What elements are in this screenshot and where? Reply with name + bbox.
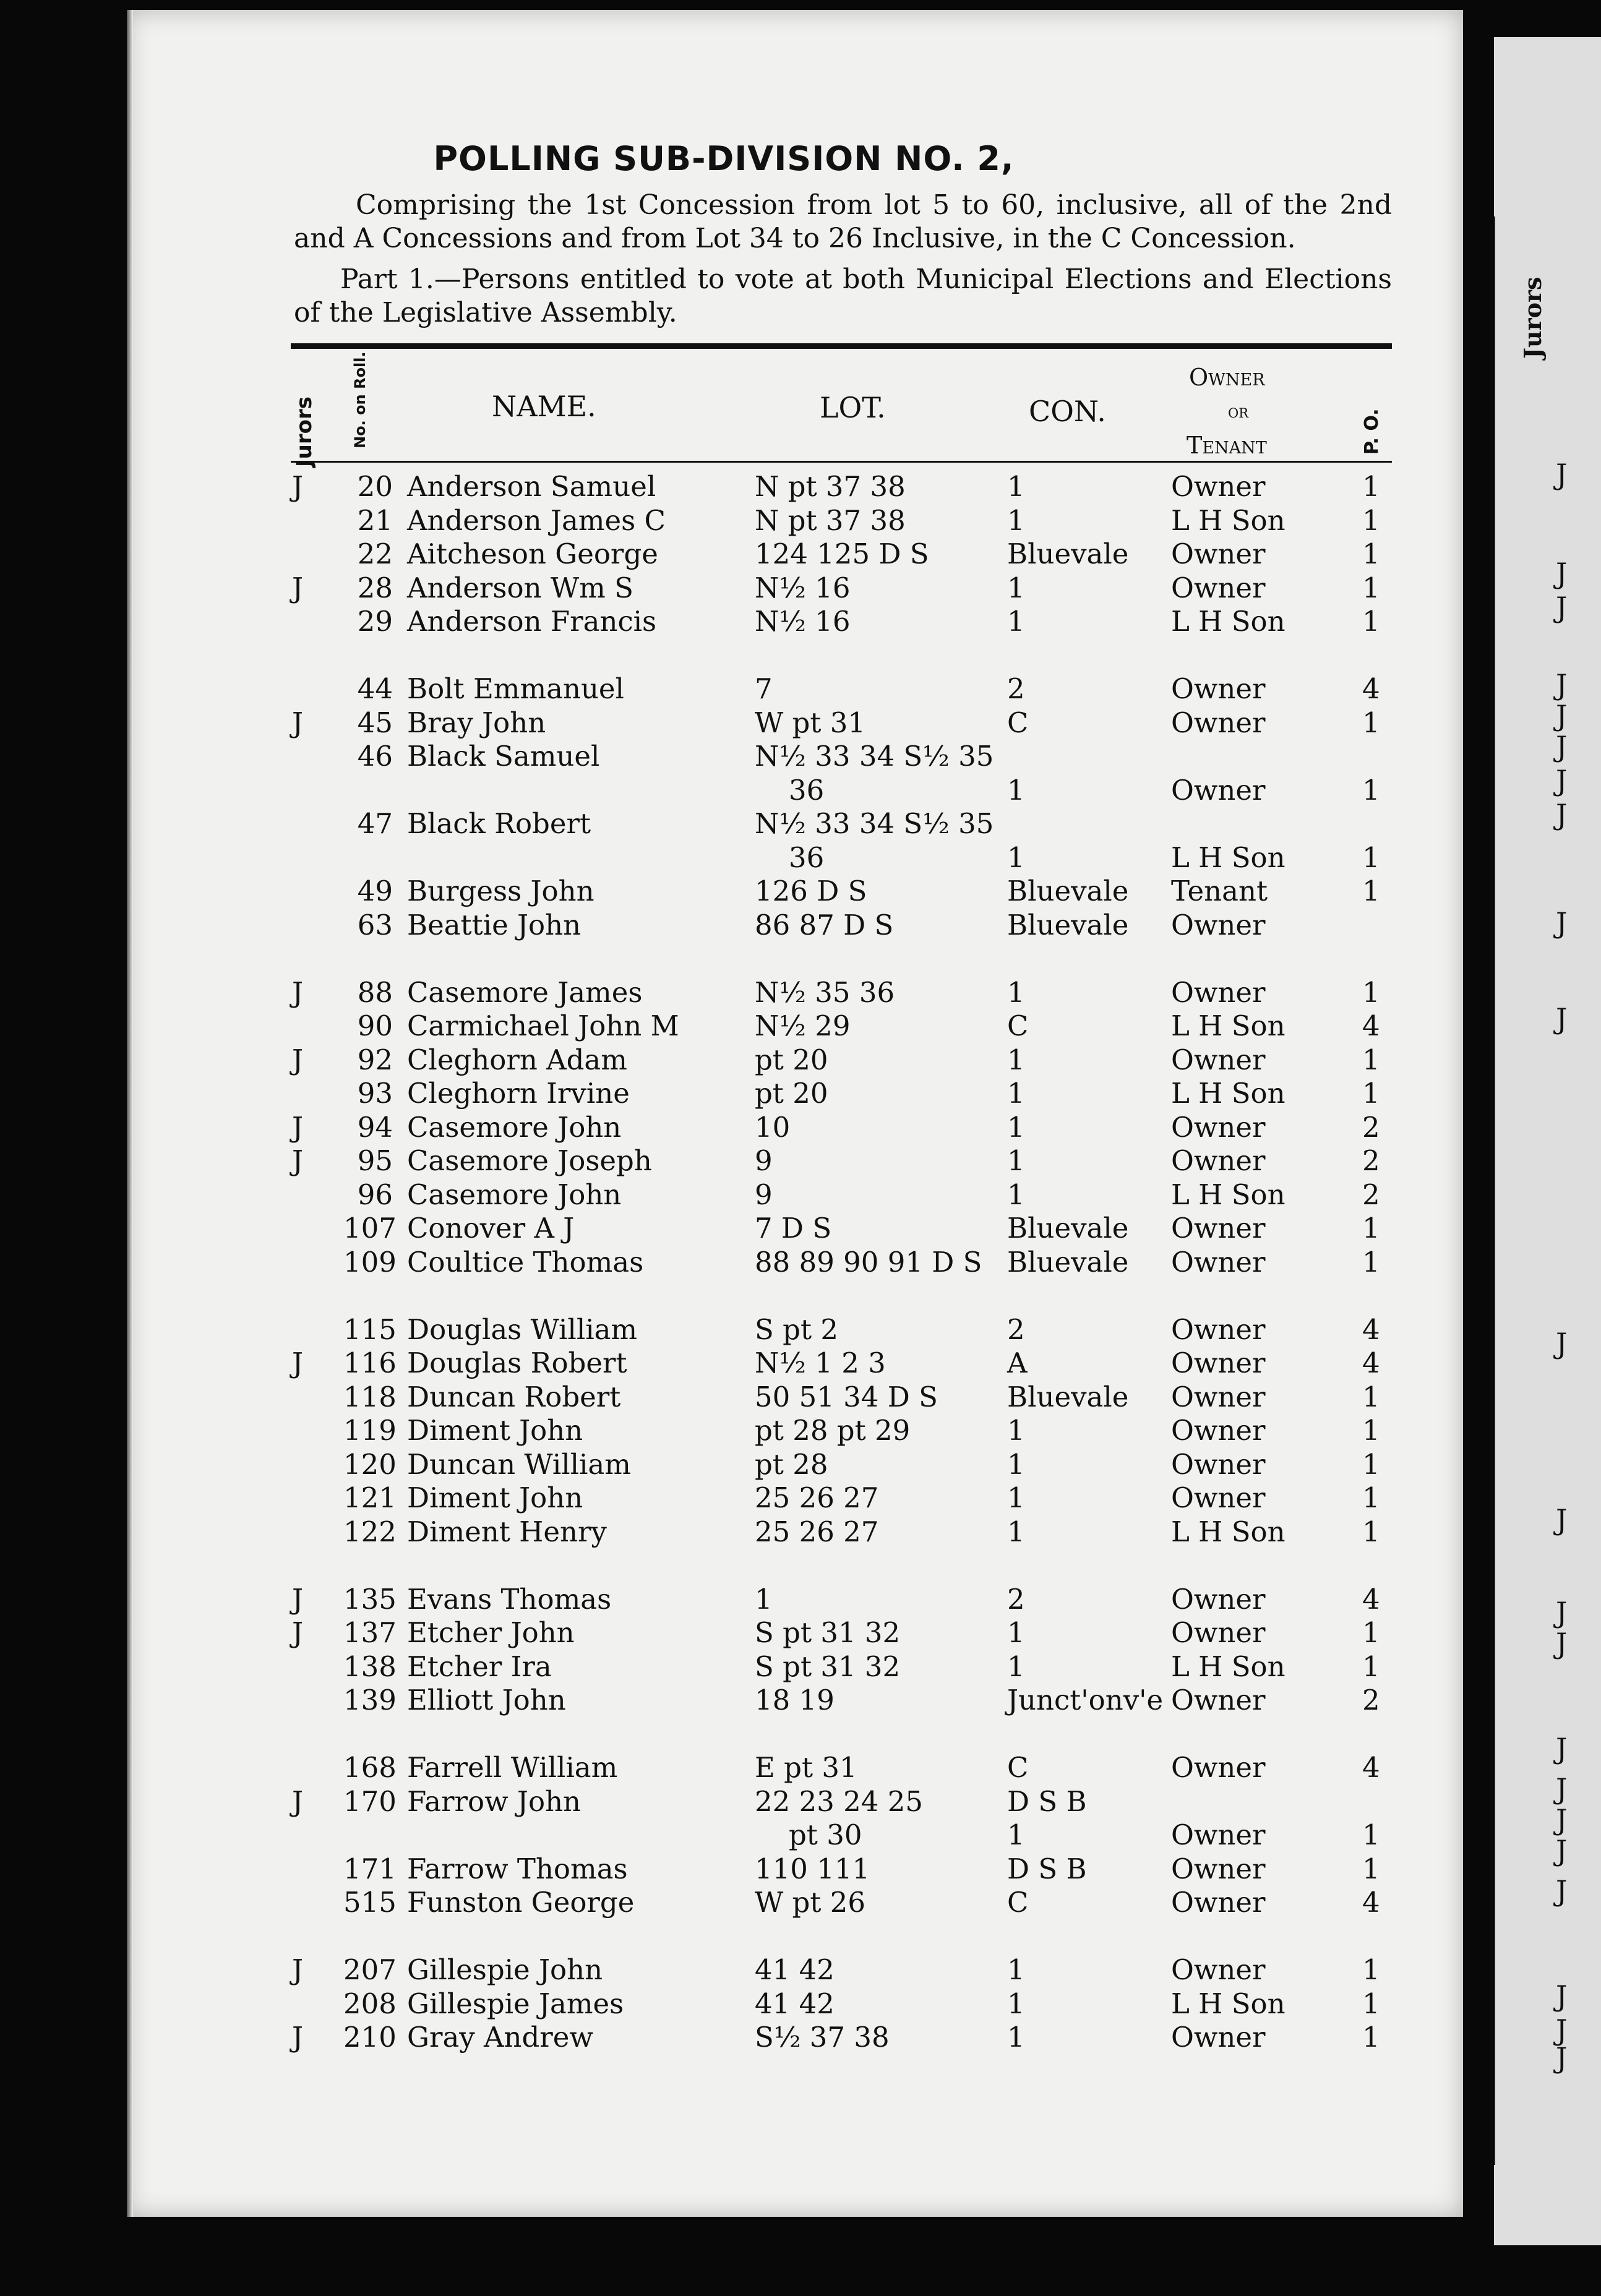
- juror-mark: J: [292, 1043, 304, 1076]
- concession: 2: [1007, 1313, 1025, 1346]
- roll-number: 94: [357, 1110, 393, 1144]
- owner-or-tenant: Owner: [1171, 1144, 1266, 1177]
- concession: 1: [1007, 1414, 1025, 1447]
- concession: Bluevale: [1007, 1245, 1129, 1279]
- lot-description: W pt 26: [755, 1886, 866, 1919]
- juror-mark: J: [292, 1953, 304, 1986]
- roll-number: 119: [343, 1414, 397, 1447]
- roll-number: 107: [343, 1212, 397, 1244]
- lot-description: E pt 31: [755, 1751, 857, 1784]
- concession: Bluevale: [1007, 875, 1129, 907]
- roll-number: 20: [357, 470, 393, 503]
- post-office: 4: [1362, 1582, 1380, 1616]
- juror-mark: J: [292, 1616, 304, 1649]
- concession: 1: [1007, 1616, 1025, 1649]
- lot-description: 124 125 D S: [755, 538, 929, 570]
- juror-mark: J: [292, 1144, 304, 1177]
- owner-or-tenant: Owner: [1171, 1110, 1266, 1144]
- lot-description: N½ 1 2 3: [755, 1347, 886, 1379]
- facing-page-juror-mark: J: [1556, 906, 1568, 940]
- post-office: 1: [1362, 1515, 1380, 1548]
- concession: C: [1007, 1751, 1029, 1784]
- roll-number: 45: [357, 706, 393, 739]
- intro-paragraph: Comprising the 1st Concession from lot 5 to 60, inclusive, all of the 2nd and A Concessions and from Lot 34 to 26 Inclusive, in the C Concession.: [294, 189, 1392, 254]
- roll-number: 28: [357, 571, 393, 604]
- post-office: 1: [1362, 875, 1380, 907]
- lot-description: 22 23 24 25: [755, 1784, 923, 1818]
- concession: C: [1007, 1886, 1029, 1919]
- lot-description: N½ 16: [755, 571, 851, 604]
- post-office: 1: [1362, 1043, 1380, 1076]
- voter-name: Black Robert: [407, 807, 591, 840]
- voter-name: Anderson Samuel: [407, 470, 656, 503]
- post-office: 1: [1362, 1987, 1380, 2020]
- roll-number: 22: [357, 538, 393, 570]
- facing-page-juror-mark: J: [1556, 1834, 1568, 1867]
- facing-page-juror-mark: J: [1556, 1732, 1568, 1765]
- roll-number: 118: [343, 1380, 397, 1413]
- facing-page-juror-mark: J: [1556, 1627, 1568, 1660]
- roll-number: 92: [357, 1043, 393, 1076]
- voter-name: Douglas William: [407, 1313, 638, 1346]
- lot-description: N½ 16: [755, 605, 851, 638]
- post-office: 1: [1362, 470, 1380, 503]
- facing-page-juror-mark: J: [1556, 2041, 1568, 2075]
- owner-or-tenant: Owner: [1171, 1886, 1266, 1919]
- voter-name: Farrell William: [407, 1751, 618, 1784]
- concession: D S B: [1007, 1852, 1087, 1885]
- concession: 2: [1007, 672, 1025, 705]
- voter-name: Cleghorn Irvine: [407, 1077, 630, 1110]
- owner-or-tenant: Owner: [1171, 1447, 1266, 1481]
- lot-description: N½ 35 36: [755, 975, 895, 1009]
- concession: 1: [1007, 1987, 1025, 2020]
- owner-or-tenant: L H Son: [1171, 503, 1286, 537]
- voter-name: Black Samuel: [407, 740, 600, 773]
- post-office: 1: [1362, 1650, 1380, 1683]
- post-office: 1: [1362, 1818, 1380, 1851]
- lot-description: pt 20: [755, 1043, 828, 1076]
- facing-page-juror-mark: J: [1556, 591, 1568, 624]
- post-office: 4: [1362, 1347, 1380, 1379]
- header-con: CON.: [1029, 395, 1106, 428]
- concession: 1: [1007, 1447, 1025, 1481]
- voter-name: Anderson James C: [407, 503, 666, 537]
- roll-number: 29: [357, 605, 393, 638]
- facing-page-fragment: [1494, 37, 1601, 2245]
- juror-mark: J: [292, 1582, 304, 1616]
- lot-description: 36: [789, 841, 825, 874]
- facing-page-juror-mark: J: [1556, 1503, 1568, 1536]
- lot-description: 9: [755, 1178, 773, 1211]
- concession: 1: [1007, 1043, 1025, 1076]
- roll-number: 49: [357, 875, 393, 907]
- concession: Junct'onv'e: [1007, 1684, 1164, 1716]
- lot-description: N½ 33 34 S½ 35: [755, 740, 994, 773]
- concession: 1: [1007, 1178, 1025, 1211]
- voter-name: Elliott John: [407, 1684, 566, 1716]
- voter-name: Duncan Robert: [407, 1380, 621, 1413]
- roll-number: 121: [343, 1481, 397, 1514]
- facing-page-juror-mark: J: [1556, 764, 1568, 797]
- concession: 1: [1007, 1818, 1025, 1851]
- facing-page-juror-mark: J: [1556, 2013, 1568, 2047]
- concession: 2: [1007, 1582, 1025, 1616]
- concession: C: [1007, 706, 1029, 739]
- roll-number: 95: [357, 1144, 393, 1177]
- post-office: 1: [1362, 975, 1380, 1009]
- roll-number: 208: [343, 1987, 397, 2020]
- facing-page-juror-mark: J: [1556, 1772, 1568, 1806]
- voter-name: Casemore James: [407, 975, 643, 1009]
- voter-name: Casemore John: [407, 1110, 622, 1144]
- concession: A: [1007, 1347, 1028, 1379]
- post-office: 1: [1362, 1212, 1380, 1244]
- facing-page-jurors-heading: Jurors: [1519, 276, 1547, 359]
- post-office: 1: [1362, 841, 1380, 874]
- post-office: 4: [1362, 1009, 1380, 1042]
- roll-number: 171: [343, 1852, 397, 1885]
- lot-description: S½ 37 38: [755, 2021, 890, 2054]
- post-office: 4: [1362, 1886, 1380, 1919]
- facing-page-rule: [1494, 216, 1495, 2165]
- roll-number: 170: [343, 1784, 397, 1818]
- lot-description: pt 28: [755, 1447, 828, 1481]
- lot-description: N pt 37 38: [755, 470, 906, 503]
- voter-name: Diment John: [407, 1481, 583, 1514]
- owner-or-tenant: Owner: [1171, 908, 1266, 941]
- juror-mark: J: [292, 706, 304, 739]
- owner-or-tenant: Owner: [1171, 1481, 1266, 1514]
- roll-number: 93: [357, 1077, 393, 1110]
- post-office: 4: [1362, 1313, 1380, 1346]
- lot-description: 86 87 D S: [755, 908, 894, 941]
- voter-name: Diment Henry: [407, 1515, 607, 1548]
- owner-or-tenant: Owner: [1171, 1582, 1266, 1616]
- concession: 1: [1007, 571, 1025, 604]
- juror-mark: J: [292, 1347, 304, 1379]
- facing-page-juror-mark: J: [1556, 798, 1568, 831]
- owner-or-tenant: Owner: [1171, 672, 1266, 705]
- header-no-on-roll: No. on Roll.: [351, 351, 369, 448]
- post-office: 1: [1362, 2021, 1380, 2054]
- concession: 1: [1007, 1481, 1025, 1514]
- voter-name: Casemore John: [407, 1178, 622, 1211]
- voter-name: Etcher Ira: [407, 1650, 552, 1683]
- voter-name: Duncan William: [407, 1447, 631, 1481]
- voter-name: Conover A J: [407, 1212, 575, 1244]
- roll-number: 90: [357, 1009, 393, 1042]
- post-office: 1: [1362, 1245, 1380, 1279]
- post-office: 1: [1362, 503, 1380, 537]
- concession: Bluevale: [1007, 1380, 1129, 1413]
- roll-number: 21: [357, 503, 393, 537]
- post-office: 1: [1362, 538, 1380, 570]
- roll-number: 109: [343, 1245, 397, 1279]
- voter-name: Anderson Francis: [407, 605, 657, 638]
- lot-description: pt 20: [755, 1077, 828, 1110]
- voter-name: Funston George: [407, 1886, 635, 1919]
- lot-description: 7: [755, 672, 773, 705]
- voter-name: Evans Thomas: [407, 1582, 612, 1616]
- voter-name: Carmichael John M: [407, 1009, 679, 1042]
- facing-page-juror-mark: J: [1556, 458, 1568, 491]
- post-office: 1: [1362, 1953, 1380, 1986]
- voter-name: Diment John: [407, 1414, 583, 1447]
- concession: 1: [1007, 975, 1025, 1009]
- juror-mark: J: [292, 2021, 304, 2054]
- owner-or-tenant: Owner: [1171, 706, 1266, 739]
- roll-number: 139: [343, 1684, 397, 1716]
- roll-number: 47: [357, 807, 393, 840]
- roll-number: 46: [357, 740, 393, 773]
- voter-name: Gillespie James: [407, 1987, 624, 2020]
- facing-page-juror-mark: J: [1556, 557, 1568, 590]
- facing-page-juror-mark: J: [1556, 730, 1568, 763]
- header-tenant: Tenant: [1187, 432, 1267, 459]
- header-po: P. O.: [1361, 408, 1383, 455]
- lot-description: 7 D S: [755, 1212, 832, 1244]
- owner-or-tenant: L H Son: [1171, 1987, 1286, 2020]
- voter-name: Aitcheson George: [407, 538, 658, 570]
- concession: D S B: [1007, 1784, 1087, 1818]
- post-office: 1: [1362, 1852, 1380, 1885]
- header-name: NAME.: [492, 390, 596, 423]
- owner-or-tenant: Owner: [1171, 1684, 1266, 1716]
- lot-description: 25 26 27: [755, 1515, 879, 1548]
- owner-or-tenant: Owner: [1171, 1347, 1266, 1379]
- post-office: 2: [1362, 1110, 1380, 1144]
- header-owner: Owner: [1189, 364, 1265, 391]
- post-office: 1: [1362, 1077, 1380, 1110]
- juror-mark: J: [292, 470, 304, 503]
- roll-number: 137: [343, 1616, 397, 1649]
- owner-or-tenant: L H Son: [1171, 1077, 1286, 1110]
- voter-name: Beattie John: [407, 908, 582, 941]
- owner-or-tenant: Owner: [1171, 1414, 1266, 1447]
- owner-or-tenant: Owner: [1171, 470, 1266, 503]
- concession: Bluevale: [1007, 538, 1129, 570]
- owner-or-tenant: Owner: [1171, 1852, 1266, 1885]
- facing-page-juror-mark: J: [1556, 1979, 1568, 2013]
- concession: 1: [1007, 1110, 1025, 1144]
- page-title: POLLING SUB-DIVISION NO. 2,: [433, 139, 1015, 178]
- facing-page-juror-mark: J: [1556, 1874, 1568, 1908]
- lot-description: 41 42: [755, 1953, 835, 1986]
- lot-description: 25 26 27: [755, 1481, 879, 1514]
- roll-number: 207: [343, 1953, 397, 1986]
- header-rule-bottom: [291, 461, 1392, 463]
- owner-or-tenant: Owner: [1171, 773, 1266, 807]
- concession: Bluevale: [1007, 1212, 1129, 1244]
- juror-mark: J: [292, 571, 304, 604]
- lot-description: 50 51 34 D S: [755, 1380, 938, 1413]
- owner-or-tenant: Owner: [1171, 1818, 1266, 1851]
- roll-number: 63: [357, 908, 393, 941]
- roll-number: 168: [343, 1751, 397, 1784]
- lot-description: 110 111: [755, 1852, 870, 1885]
- voter-name: Casemore Joseph: [407, 1144, 652, 1177]
- juror-mark: J: [292, 1110, 304, 1144]
- roll-number: 122: [343, 1515, 397, 1548]
- roll-number: 116: [343, 1347, 397, 1379]
- voter-name: Cleghorn Adam: [407, 1043, 627, 1076]
- roll-number: 138: [343, 1650, 397, 1683]
- owner-or-tenant: Owner: [1171, 1751, 1266, 1784]
- voter-name: Anderson Wm S: [407, 571, 633, 604]
- header-rule-top: [291, 343, 1392, 349]
- lot-description: N½ 29: [755, 1009, 851, 1042]
- roll-number: 96: [357, 1178, 393, 1211]
- concession: 1: [1007, 605, 1025, 638]
- lot-description: S pt 2: [755, 1313, 838, 1346]
- roll-number: 515: [343, 1886, 397, 1919]
- owner-or-tenant: Owner: [1171, 1245, 1266, 1279]
- owner-or-tenant: Owner: [1171, 1953, 1266, 1986]
- lot-description: N½ 33 34 S½ 35: [755, 807, 994, 840]
- part-paragraph: Part 1.—Persons entitled to vote at both Municipal Elections and Elections of the Legislative Assembly.: [294, 263, 1392, 328]
- owner-or-tenant: Owner: [1171, 1380, 1266, 1413]
- roll-number: 88: [357, 975, 393, 1009]
- concession: 1: [1007, 1144, 1025, 1177]
- roll-number: 44: [357, 672, 393, 705]
- voter-name: Farrow Thomas: [407, 1852, 628, 1885]
- voter-name: Gillespie John: [407, 1953, 603, 1986]
- lot-description: 41 42: [755, 1987, 835, 2020]
- lot-description: 88 89 90 91 D S: [755, 1245, 982, 1279]
- owner-or-tenant: L H Son: [1171, 1650, 1286, 1683]
- lot-description: 18 19: [755, 1684, 835, 1716]
- lot-description: S pt 31 32: [755, 1616, 901, 1649]
- owner-or-tenant: Owner: [1171, 538, 1266, 570]
- owner-or-tenant: L H Son: [1171, 1009, 1286, 1042]
- voter-name: Burgess John: [407, 875, 594, 907]
- voter-name: Bray John: [407, 706, 546, 739]
- owner-or-tenant: Owner: [1171, 1616, 1266, 1649]
- header-or: or: [1228, 401, 1249, 422]
- concession: 1: [1007, 470, 1025, 503]
- juror-mark: J: [292, 975, 304, 1009]
- facing-page-juror-mark: J: [1556, 1803, 1568, 1836]
- owner-or-tenant: Owner: [1171, 1313, 1266, 1346]
- post-office: 1: [1362, 1481, 1380, 1514]
- concession: 1: [1007, 1077, 1025, 1110]
- owner-or-tenant: L H Son: [1171, 605, 1286, 638]
- lot-description: S pt 31 32: [755, 1650, 901, 1683]
- owner-or-tenant: Tenant: [1171, 875, 1268, 907]
- post-office: 4: [1362, 672, 1380, 705]
- owner-or-tenant: Owner: [1171, 975, 1266, 1009]
- post-office: 2: [1362, 1178, 1380, 1211]
- concession: 1: [1007, 1515, 1025, 1548]
- concession: 1: [1007, 503, 1025, 537]
- voter-name: Gray Andrew: [407, 2021, 593, 2054]
- owner-or-tenant: L H Son: [1171, 841, 1286, 874]
- lot-description: N pt 37 38: [755, 503, 906, 537]
- post-office: 1: [1362, 1616, 1380, 1649]
- post-office: 2: [1362, 1144, 1380, 1177]
- voter-name: Farrow John: [407, 1784, 582, 1818]
- roll-number: 210: [343, 2021, 397, 2054]
- owner-or-tenant: L H Son: [1171, 1515, 1286, 1548]
- facing-page-juror-mark: J: [1556, 668, 1568, 701]
- facing-page-juror-mark: J: [1556, 699, 1568, 732]
- concession: 1: [1007, 2021, 1025, 2054]
- facing-page-juror-mark: J: [1556, 1327, 1568, 1360]
- concession: 1: [1007, 1953, 1025, 1986]
- lot-description: 10: [755, 1110, 791, 1144]
- lot-description: 126 D S: [755, 875, 867, 907]
- post-office: 1: [1362, 605, 1380, 638]
- juror-mark: J: [292, 1784, 304, 1818]
- lot-description: pt 28 pt 29: [755, 1414, 911, 1447]
- roll-number: 115: [343, 1313, 397, 1346]
- owner-or-tenant: L H Son: [1171, 1178, 1286, 1211]
- post-office: 2: [1362, 1684, 1380, 1716]
- concession: 1: [1007, 1650, 1025, 1683]
- post-office: 1: [1362, 1380, 1380, 1413]
- voter-name: Bolt Emmanuel: [407, 672, 624, 705]
- voter-name: Etcher John: [407, 1616, 575, 1649]
- roll-number: 135: [343, 1582, 397, 1616]
- lot-description: 1: [755, 1582, 773, 1616]
- post-office: 1: [1362, 706, 1380, 739]
- facing-page-juror-mark: J: [1556, 1596, 1568, 1629]
- post-office: 1: [1362, 571, 1380, 604]
- post-office: 1: [1362, 1447, 1380, 1481]
- voter-name: Coultice Thomas: [407, 1245, 644, 1279]
- roll-number: 120: [343, 1447, 397, 1481]
- owner-or-tenant: Owner: [1171, 1212, 1266, 1244]
- owner-or-tenant: Owner: [1171, 1043, 1266, 1076]
- lot-description: W pt 31: [755, 706, 866, 739]
- header-jurors: Jurors: [292, 396, 317, 467]
- lot-description: pt 30: [789, 1818, 862, 1851]
- concession: Bluevale: [1007, 908, 1129, 941]
- concession: 1: [1007, 841, 1025, 874]
- owner-or-tenant: Owner: [1171, 2021, 1266, 2054]
- lot-description: 9: [755, 1144, 773, 1177]
- facing-page-juror-mark: J: [1556, 1002, 1568, 1035]
- concession: C: [1007, 1009, 1029, 1042]
- post-office: 4: [1362, 1751, 1380, 1784]
- concession: 1: [1007, 773, 1025, 807]
- lot-description: 36: [789, 773, 825, 807]
- post-office: 1: [1362, 773, 1380, 807]
- header-lot: LOT.: [820, 391, 886, 424]
- owner-or-tenant: Owner: [1171, 571, 1266, 604]
- voter-name: Douglas Robert: [407, 1347, 627, 1379]
- post-office: 1: [1362, 1414, 1380, 1447]
